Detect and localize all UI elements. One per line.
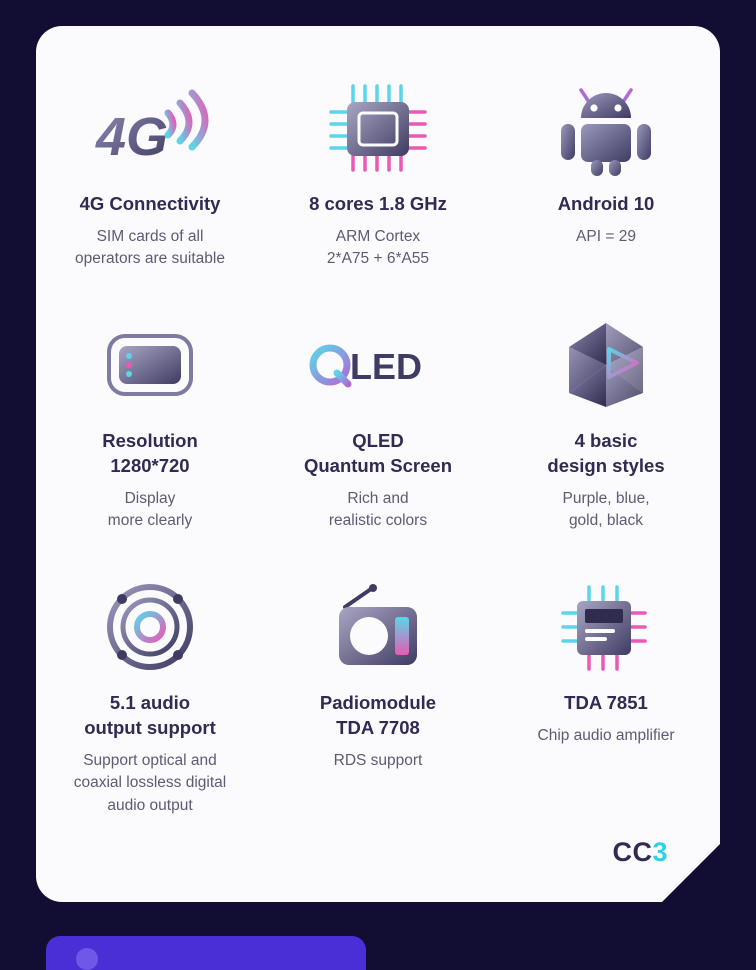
- feature-card: [36, 26, 720, 902]
- feature-subtitle: Display more clearly: [107, 489, 193, 530]
- feature-item: [36, 70, 264, 271]
- bottom-strip-dot-icon: [76, 948, 98, 970]
- feature-item: [492, 569, 720, 817]
- feature-grid: [36, 70, 720, 817]
- 4g-signal-icon: [90, 70, 210, 186]
- radio-module-icon: [323, 569, 433, 685]
- cpu-chip-icon: [323, 70, 433, 186]
- qled-logo-icon: [303, 307, 453, 423]
- bottom-strip: [46, 936, 366, 970]
- svg-text:LED: LED: [350, 345, 422, 387]
- feature-item: [492, 70, 720, 271]
- feature-title: 4 basic design styles: [547, 429, 665, 476]
- brand-logo: [612, 837, 668, 868]
- feature-item: [492, 307, 720, 533]
- feature-subtitle: RDS support: [333, 751, 423, 769]
- feature-subtitle: Purple, blue, gold, black: [562, 489, 650, 530]
- svg-text:4G: 4G: [96, 107, 169, 167]
- feature-subtitle: Chip audio amplifier: [537, 726, 675, 744]
- feature-title: QLED Quantum Screen: [303, 429, 453, 476]
- feature-subtitle: Support optical and coaxial lossless digital audio output: [73, 751, 227, 814]
- feature-item: [36, 569, 264, 817]
- speaker-icon: [95, 569, 205, 685]
- feature-title: Android 10: [557, 193, 655, 214]
- feature-title: 8 cores 1.8 GHz: [309, 193, 447, 214]
- android-robot-icon: [551, 70, 661, 186]
- feature-title: 5.1 audio output support: [84, 691, 216, 738]
- feature-subtitle: API = 29: [576, 227, 636, 245]
- feature-subtitle: SIM cards of all operators are suitable: [75, 227, 225, 268]
- feature-subtitle: ARM Cortex 2*A75 + 6*A55: [326, 227, 430, 268]
- brand-logo-cc: CC: [612, 837, 653, 867]
- brand-logo-three: 3: [652, 837, 668, 867]
- feature-item: [264, 70, 492, 271]
- feature-title: Resolution 1280*720: [102, 429, 198, 476]
- screen-resolution-icon: [95, 307, 205, 423]
- feature-item: [36, 307, 264, 533]
- design-styles-icon: [551, 307, 661, 423]
- amplifier-chip-icon: [551, 569, 661, 685]
- feature-subtitle: Rich and realistic colors: [328, 489, 428, 530]
- feature-item: [264, 307, 492, 533]
- feature-title: Padiomodule TDA 7708: [319, 691, 437, 738]
- feature-title: TDA 7851: [564, 691, 648, 713]
- feature-item: [264, 569, 492, 817]
- feature-title: 4G Connectivity: [79, 193, 221, 214]
